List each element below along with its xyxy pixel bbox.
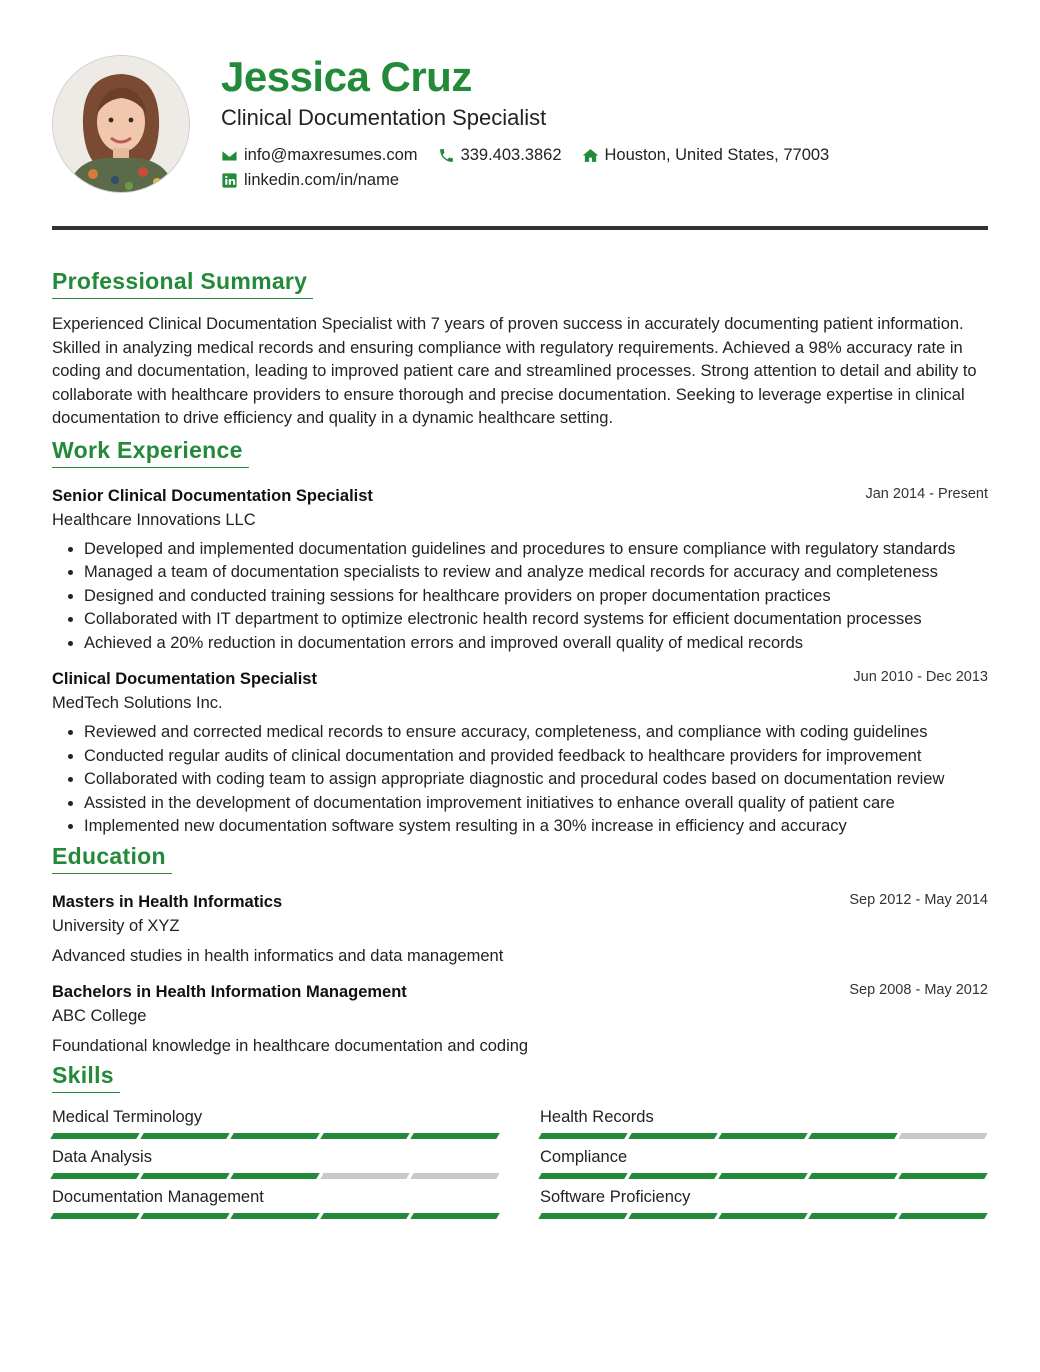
education-description: Foundational knowledge in healthcare documentation and coding: [52, 1036, 529, 1055]
job-entry: [52, 667, 988, 839]
contact-row: [221, 168, 849, 192]
degree-title: Masters in Health Informatics: [52, 892, 283, 911]
skill-segment-filled: [898, 1173, 987, 1179]
skill-segment-filled: [898, 1213, 987, 1219]
education-dates: Sep 2012 - May 2014: [849, 891, 988, 908]
skill-segment-filled: [538, 1173, 627, 1179]
skills-heading: Skills: [52, 1060, 120, 1093]
skill-item: [540, 1145, 988, 1179]
list-item: • Reviewed and corrected medical records to ensure accuracy, completeness, and compliance with coding guidelines: [84, 721, 988, 745]
skill-level-bar: [52, 1173, 500, 1179]
skill-segment-filled: [718, 1133, 807, 1139]
school-name: ABC College: [52, 1006, 147, 1025]
education-entry: [52, 980, 988, 1058]
location-item: [582, 146, 830, 165]
contact-info: [221, 143, 849, 193]
skill-segment-empty: [320, 1173, 409, 1179]
degree-title: Bachelors in Health Information Management: [52, 982, 407, 1001]
envelope-icon: [221, 147, 238, 164]
skill-segment-filled: [808, 1133, 897, 1139]
skill-level-bar: [52, 1133, 500, 1139]
job-dates: Jun 2010 - Dec 2013: [853, 669, 988, 686]
education-entry: [52, 890, 988, 968]
list-item: • Implemented new documentation software system resulting in a 30% increase in efficiency and accuracy: [84, 815, 988, 839]
skill-segment-filled: [718, 1173, 807, 1179]
skill-name: Medical Terminology: [52, 1107, 203, 1126]
job-dates: Jan 2014 - Present: [865, 485, 988, 502]
skill-item: [540, 1185, 988, 1219]
skill-segment-empty: [898, 1133, 987, 1139]
phone-icon: [438, 147, 455, 164]
skill-name: Compliance: [540, 1147, 628, 1166]
candidate-name: Jessica Cruz: [221, 53, 472, 100]
skill-segment-filled: [628, 1213, 717, 1219]
phone-item[interactable]: [438, 146, 562, 165]
skill-level-bar: [540, 1173, 988, 1179]
skill-segment-filled: [50, 1213, 139, 1219]
list-item: • Collaborated with coding team to assign appropriate diagnostic and procedural codes based on documentation review: [84, 768, 988, 792]
skill-segment-filled: [230, 1173, 319, 1179]
list-item: • Designed and conducted training sessions for healthcare providers on proper documentation practices: [84, 585, 988, 609]
skill-segment-filled: [538, 1133, 627, 1139]
job-title: Clinical Documentation Specialist: [52, 670, 317, 689]
linkedin-item[interactable]: [221, 171, 399, 190]
skill-segment-filled: [410, 1213, 499, 1219]
list-item: • Conducted regular audits of clinical documentation and provided feedback to healthcare providers for improvement: [84, 745, 988, 769]
header-divider: [52, 226, 988, 230]
skill-item: [540, 1105, 988, 1139]
skill-segment-filled: [230, 1133, 319, 1139]
list-item: • Managed a team of documentation specialists to review and analyze medical records for accuracy and completeness: [84, 561, 988, 585]
skill-name: Documentation Management: [52, 1187, 264, 1206]
list-item: • Assisted in the development of documentation improvement initiatives to enhance overall quality of patient care: [84, 792, 988, 816]
skill-level-bar: [540, 1213, 988, 1219]
skill-name: Health Records: [540, 1107, 654, 1126]
resume-body: [52, 266, 988, 1219]
skill-segment-filled: [628, 1133, 717, 1139]
job-company: Healthcare Innovations LLC: [52, 510, 256, 529]
skill-level-bar: [540, 1133, 988, 1139]
email-item[interactable]: [221, 146, 418, 165]
job-title: Senior Clinical Documentation Specialist: [52, 486, 373, 505]
candidate-role: Clinical Documentation Specialist: [221, 105, 547, 130]
job-entry: [52, 484, 988, 656]
skill-segment-filled: [538, 1213, 627, 1219]
summary-section: [52, 266, 988, 431]
education-heading: Education: [52, 841, 172, 874]
skill-segment-filled: [140, 1173, 229, 1179]
profile-photo-illustration: [53, 56, 189, 192]
skills-section: [52, 1060, 988, 1219]
linkedin-icon: [221, 172, 238, 189]
summary-heading: Professional Summary: [52, 266, 313, 299]
skill-segment-filled: [718, 1213, 807, 1219]
skill-segment-filled: [140, 1133, 229, 1139]
avatar: [52, 55, 190, 193]
skill-item: [52, 1145, 500, 1179]
job-bullets: [52, 721, 988, 839]
skill-segment-filled: [628, 1173, 717, 1179]
list-item: • Achieved a 20% reduction in documentation errors and improved overall quality of medical records: [84, 632, 988, 656]
skills-grid: [52, 1105, 988, 1219]
location-text: Houston, United States, 77003: [604, 145, 830, 164]
contact-row: [221, 143, 849, 167]
job-bullets: [52, 538, 988, 656]
education-section: [52, 841, 988, 1058]
skill-name: Software Proficiency: [540, 1187, 691, 1206]
job-company: MedTech Solutions Inc.: [52, 694, 223, 713]
skill-segment-filled: [50, 1173, 139, 1179]
skill-item: [52, 1185, 500, 1219]
skill-segment-filled: [410, 1133, 499, 1139]
skill-segment-filled: [320, 1133, 409, 1139]
skill-segment-filled: [140, 1213, 229, 1219]
skill-segment-filled: [808, 1213, 897, 1219]
education-description: Advanced studies in health informatics and data management: [52, 946, 504, 965]
experience-section: [52, 435, 988, 839]
summary-text: Experienced Clinical Documentation Specialist with 7 years of proven success in accurately documenting patient information. Skilled in analyzing medical records and ensuring compliance with regulatory requirements. Achieved a 98% accuracy rate in coding and documentation, leading to improved patient care and streamlined processes. Strong attention to detail and ability to collaborate with healthcare providers to ensure thorough and precise documentation. Seeking to leverage expertise in clinical documentation to drive efficiency and quality in a dynamic healthcare setting.: [52, 315, 977, 428]
home-icon: [582, 147, 599, 164]
skill-name: Data Analysis: [52, 1147, 152, 1166]
email-text: info@maxresumes.com: [244, 145, 418, 164]
skill-level-bar: [52, 1213, 500, 1219]
skill-segment-filled: [230, 1213, 319, 1219]
skill-item: [52, 1105, 500, 1139]
school-name: University of XYZ: [52, 916, 180, 935]
list-item: • Developed and implemented documentation guidelines and procedures to ensure compliance with regulatory standards: [84, 538, 988, 562]
list-item: • Collaborated with IT department to optimize electronic health record systems for efficient documentation processes: [84, 608, 988, 632]
linkedin-text: linkedin.com/in/name: [244, 170, 399, 189]
skill-segment-filled: [50, 1133, 139, 1139]
experience-heading: Work Experience: [52, 435, 249, 468]
skill-segment-empty: [410, 1173, 499, 1179]
skill-segment-filled: [320, 1213, 409, 1219]
education-dates: Sep 2008 - May 2012: [849, 981, 988, 998]
skill-segment-filled: [808, 1173, 897, 1179]
phone-text: 339.403.3862: [460, 145, 562, 164]
